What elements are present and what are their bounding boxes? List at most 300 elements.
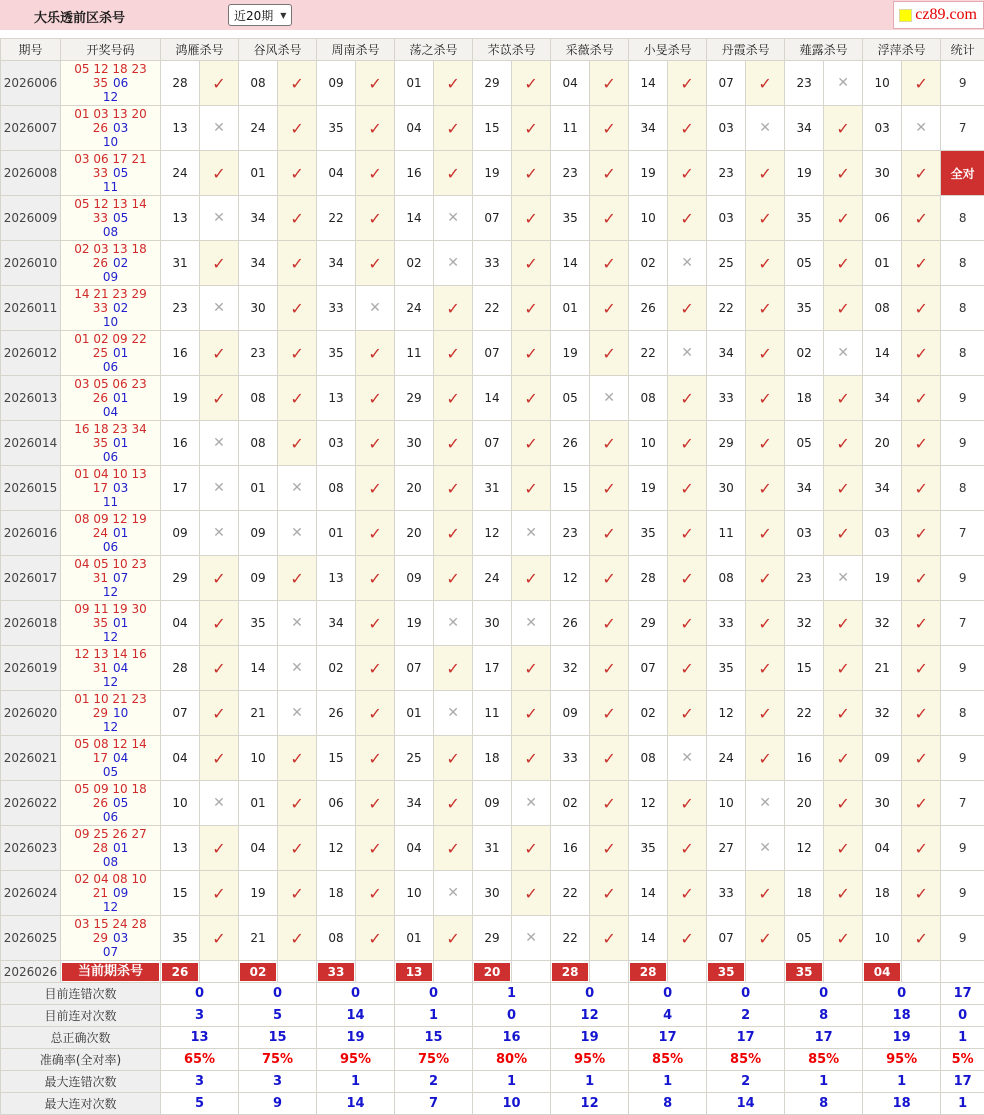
result-mark-cell [278,601,317,646]
check-icon: ✓ [836,479,849,498]
cross-icon: ✕ [447,705,459,721]
kill-number-cell: 22 [317,196,356,241]
result-mark-cell [356,781,395,826]
kill-number-cell: 29 [473,61,512,106]
kill-number-cell: 19 [473,151,512,196]
front-numbers: 01 02 09 22 25 [74,332,147,360]
front-numbers: 05 09 10 18 26 [74,782,147,810]
kill-number-cell: 30 [473,871,512,916]
kill-number-cell: 03 [317,421,356,466]
check-icon: ✓ [290,299,303,318]
cross-icon: ✕ [447,255,459,271]
table-row [1,241,984,286]
period-cell: 2026023 [1,826,61,871]
check-icon: ✓ [290,344,303,363]
current-kill-badge: 13 [396,963,432,981]
summary-label: 最大连错次数 [1,1071,161,1093]
kill-number-cell: 24 [161,151,200,196]
kill-number-cell: 19 [629,466,668,511]
result-mark-cell [902,511,941,556]
kill-number-cell: 35 [785,286,824,331]
check-icon: ✓ [914,254,927,273]
kill-number-cell: 34 [785,106,824,151]
stat-cell [941,151,984,196]
kill-number-cell: 25 [395,736,434,781]
draw-numbers-cell [61,241,161,286]
check-icon: ✓ [446,659,459,678]
kill-number-cell: 32 [863,601,902,646]
kill-number-cell: 07 [473,331,512,376]
current-kill-badge: 35 [708,963,744,981]
table-row [1,871,984,916]
check-icon: ✓ [836,209,849,228]
back-number: 03 [113,121,128,135]
cross-icon: ✕ [213,210,225,226]
result-mark-cell [434,691,473,736]
result-mark-cell [200,736,239,781]
draw-numbers-cell [61,331,161,376]
check-icon: ✓ [680,479,693,498]
result-mark-cell [902,691,941,736]
back-number: 01 [113,841,128,855]
result-mark-cell [200,556,239,601]
check-icon: ✓ [446,389,459,408]
kill-number-cell: 34 [863,466,902,511]
check-icon: ✓ [680,839,693,858]
draw-numbers-cell [61,736,161,781]
summary-value: 0 [239,983,317,1005]
check-icon: ✓ [914,434,927,453]
draw-numbers-cell [61,646,161,691]
back-number: 07 [63,945,158,959]
kill-number-cell: 18 [785,871,824,916]
result-mark-cell [512,286,551,331]
stat-cell: 8 [941,331,984,376]
check-icon: ✓ [368,614,381,633]
kill-number-cell: 14 [629,916,668,961]
kill-number-cell: 03 [707,106,746,151]
result-mark-cell [512,601,551,646]
cross-icon: ✕ [837,75,849,91]
stat-cell: 9 [941,916,984,961]
cross-icon: ✕ [837,345,849,361]
col-numbers: 开奖号码 [61,39,161,61]
logo-icon [899,9,912,22]
period-cell: 2026021 [1,736,61,781]
current-kill-cell [239,961,278,983]
kill-number-cell: 05 [785,916,824,961]
period-cell: 2026025 [1,916,61,961]
kill-number-cell: 30 [863,781,902,826]
result-mark-cell [590,331,629,376]
check-icon: ✓ [446,164,459,183]
table-row [1,61,984,106]
front-numbers: 03 06 17 21 33 [74,152,147,180]
cross-icon: ✕ [525,525,537,541]
empty-cell [200,961,239,983]
result-mark-cell [200,106,239,151]
summary-value: 18 [863,1005,941,1027]
kill-number-cell: 15 [551,466,590,511]
check-icon: ✓ [446,569,459,588]
cross-icon: ✕ [213,795,225,811]
table-row [1,376,984,421]
summary-label: 总正确次数 [1,1027,161,1049]
back-number: 10 [113,706,128,720]
back-number: 04 [63,405,158,419]
result-mark-cell [668,376,707,421]
kill-number-cell: 33 [473,241,512,286]
kill-number-cell: 12 [551,556,590,601]
back-number: 07 [113,571,128,585]
result-mark-cell [590,736,629,781]
summary-value: 7 [395,1093,473,1115]
back-number: 01 [113,346,128,360]
check-icon: ✓ [212,704,225,723]
check-icon: ✓ [680,119,693,138]
current-kill-badge: 35 [786,963,822,981]
back-number: 05 [113,796,128,810]
kill-number-cell: 02 [395,241,434,286]
front-numbers: 01 04 10 13 17 [74,467,147,495]
check-icon: ✓ [524,164,537,183]
summary-value: 1 [551,1071,629,1093]
summary-value: 17 [707,1027,785,1049]
check-icon: ✓ [368,929,381,948]
table-row [1,511,984,556]
draw-numbers-cell [61,601,161,646]
result-mark-cell [200,61,239,106]
result-mark-cell [902,196,941,241]
result-mark-cell [434,151,473,196]
result-mark-cell [590,286,629,331]
check-icon: ✓ [446,929,459,948]
summary-value: 19 [317,1027,395,1049]
result-mark-cell [590,61,629,106]
check-icon: ✓ [524,569,537,588]
result-mark-cell [590,241,629,286]
kill-number-cell: 07 [707,61,746,106]
front-numbers: 05 08 12 14 17 [74,737,147,765]
summary-value: 0 [473,1005,551,1027]
kill-number-cell: 10 [161,781,200,826]
kill-number-cell: 22 [785,691,824,736]
result-mark-cell [434,196,473,241]
check-icon: ✓ [914,884,927,903]
check-icon: ✓ [602,929,615,948]
check-icon: ✓ [524,839,537,858]
result-mark-cell [824,511,863,556]
result-mark-cell [824,421,863,466]
period-cell: 2026007 [1,106,61,151]
kill-number-cell: 10 [629,196,668,241]
empty-cell [746,961,785,983]
result-mark-cell [824,601,863,646]
period-cell: 2026013 [1,376,61,421]
summary-value: 3 [161,1071,239,1093]
back-number: 06 [63,450,158,464]
summary-value: 17 [785,1027,863,1049]
check-icon: ✓ [212,254,225,273]
result-mark-cell [902,826,941,871]
check-icon: ✓ [290,794,303,813]
table-row [1,106,984,151]
result-mark-cell [746,106,785,151]
check-icon: ✓ [446,794,459,813]
kill-number-cell: 02 [317,646,356,691]
draw-numbers-cell [61,691,161,736]
stat-cell: 9 [941,871,984,916]
kill-number-cell: 14 [473,376,512,421]
kill-number-cell: 32 [785,601,824,646]
result-mark-cell [278,916,317,961]
result-mark-cell [434,556,473,601]
current-kill-badge: 33 [318,963,354,981]
kill-number-cell: 22 [551,871,590,916]
result-mark-cell [902,781,941,826]
result-mark-cell [590,376,629,421]
result-mark-cell [356,601,395,646]
result-mark-cell [902,871,941,916]
check-icon: ✓ [602,254,615,273]
kill-number-cell: 12 [785,826,824,871]
kill-number-cell: 10 [707,781,746,826]
summary-value: 18 [863,1093,941,1115]
empty-cell [512,961,551,983]
kill-number-cell: 29 [161,556,200,601]
period-cell: 2026014 [1,421,61,466]
check-icon: ✓ [368,389,381,408]
back-number: 06 [113,76,128,90]
summary-value: 95% [863,1049,941,1071]
result-mark-cell [668,646,707,691]
result-mark-cell [746,691,785,736]
result-mark-cell [668,556,707,601]
result-mark-cell [590,916,629,961]
kill-number-cell: 08 [239,376,278,421]
kill-number-cell: 10 [239,736,278,781]
stat-cell: 9 [941,61,984,106]
current-kill-badge: 26 [162,963,198,981]
result-mark-cell [356,241,395,286]
kill-number-cell: 11 [551,106,590,151]
back-number: 06 [63,360,158,374]
check-icon: ✓ [836,389,849,408]
result-mark-cell [512,466,551,511]
summary-value: 8 [629,1093,707,1115]
result-mark-cell [824,871,863,916]
back-number: 06 [63,810,158,824]
check-icon: ✓ [914,704,927,723]
col-expert-9: 薤露杀号 [785,39,863,61]
result-mark-cell [278,241,317,286]
period-cell: 2026017 [1,556,61,601]
kill-number-cell: 14 [629,61,668,106]
draw-numbers-cell [61,61,161,106]
check-icon: ✓ [524,254,537,273]
kill-number-cell: 20 [863,421,902,466]
result-mark-cell [512,421,551,466]
check-icon: ✓ [290,569,303,588]
kill-number-cell: 34 [317,241,356,286]
result-mark-cell [278,286,317,331]
kill-number-cell: 12 [317,826,356,871]
check-icon: ✓ [446,479,459,498]
kill-number-cell: 34 [707,331,746,376]
check-icon: ✓ [524,344,537,363]
check-icon: ✓ [758,299,771,318]
summary-value: 2 [707,1071,785,1093]
empty-cell [590,961,629,983]
kill-number-cell: 29 [395,376,434,421]
kill-number-cell: 23 [707,151,746,196]
result-mark-cell [278,871,317,916]
result-mark-cell [746,151,785,196]
kill-number-cell: 04 [161,736,200,781]
result-mark-cell [356,331,395,376]
check-icon: ✓ [524,884,537,903]
kill-number-cell: 04 [395,106,434,151]
col-stat: 统计 [941,39,984,61]
kill-number-cell: 08 [239,421,278,466]
kill-number-cell: 19 [239,871,278,916]
front-numbers: 08 09 12 19 24 [74,512,147,540]
check-icon: ✓ [368,569,381,588]
check-icon: ✓ [368,524,381,543]
summary-value: 13 [161,1027,239,1049]
kill-number-cell: 12 [707,691,746,736]
empty-cell [278,961,317,983]
kill-number-cell: 08 [863,286,902,331]
result-mark-cell [590,826,629,871]
back-number: 03 [113,481,128,495]
site-logo[interactable] [893,1,984,29]
check-icon: ✓ [680,74,693,93]
kill-number-cell: 26 [317,691,356,736]
back-number: 09 [113,886,128,900]
check-icon: ✓ [524,209,537,228]
back-number: 12 [63,720,158,734]
kill-number-cell: 07 [395,646,434,691]
check-icon: ✓ [212,389,225,408]
summary-value: 5 [239,1005,317,1027]
check-icon: ✓ [836,614,849,633]
front-numbers: 16 18 23 34 35 [74,422,147,450]
check-icon: ✓ [914,524,927,543]
result-mark-cell [824,151,863,196]
stat-cell: 8 [941,691,984,736]
draw-numbers-cell [61,511,161,556]
summary-value: 0 [629,983,707,1005]
result-mark-cell [278,331,317,376]
result-mark-cell [356,106,395,151]
summary-value: 1 [863,1071,941,1093]
check-icon: ✓ [602,839,615,858]
check-icon: ✓ [602,749,615,768]
period-select-value: 近20期 [234,7,273,24]
kill-number-cell: 27 [707,826,746,871]
current-kill-cell [707,961,746,983]
back-number: 04 [113,661,128,675]
summary-stat-value: 1 [941,1093,984,1115]
kill-number-cell: 31 [161,241,200,286]
result-mark-cell [512,916,551,961]
summary-value: 14 [317,1005,395,1027]
check-icon: ✓ [836,119,849,138]
check-icon: ✓ [446,74,459,93]
draw-numbers-cell [61,556,161,601]
kill-number-cell: 09 [551,691,590,736]
front-numbers: 03 05 06 23 26 [74,377,147,405]
result-mark-cell [590,466,629,511]
kill-number-cell: 13 [161,106,200,151]
result-mark-cell [590,601,629,646]
stat-cell: 7 [941,781,984,826]
kill-number-cell: 09 [863,736,902,781]
table-row [1,196,984,241]
check-icon: ✓ [368,884,381,903]
result-mark-cell [512,61,551,106]
result-mark-cell [902,286,941,331]
result-mark-cell [824,466,863,511]
summary-value: 9 [239,1093,317,1115]
result-mark-cell [902,646,941,691]
check-icon: ✓ [836,839,849,858]
back-number: 08 [63,225,158,239]
kill-number-cell: 13 [161,196,200,241]
kill-number-cell: 03 [863,106,902,151]
result-mark-cell [356,826,395,871]
kill-number-cell: 02 [551,781,590,826]
result-mark-cell [824,106,863,151]
period-select[interactable] [228,4,292,26]
result-mark-cell [746,376,785,421]
result-mark-cell [278,511,317,556]
stat-cell [941,961,984,983]
check-icon: ✓ [758,74,771,93]
summary-stat-value: 0 [941,1005,984,1027]
result-mark-cell [434,871,473,916]
back-number: 11 [63,495,158,509]
summary-row [1,1027,984,1049]
result-mark-cell [512,781,551,826]
period-cell: 2026008 [1,151,61,196]
empty-cell [902,961,941,983]
result-mark-cell [434,331,473,376]
kill-number-cell: 24 [707,736,746,781]
result-mark-cell [668,286,707,331]
result-mark-cell [278,151,317,196]
result-mark-cell [512,556,551,601]
check-icon: ✓ [680,299,693,318]
kill-number-cell: 35 [551,196,590,241]
result-mark-cell [356,916,395,961]
period-cell: 2026006 [1,61,61,106]
summary-value: 1 [473,1071,551,1093]
draw-numbers-cell [61,421,161,466]
col-expert-2: 谷风杀号 [239,39,317,61]
period-cell: 2026012 [1,331,61,376]
kill-number-cell: 02 [629,691,668,736]
result-mark-cell [200,421,239,466]
kill-number-cell: 04 [317,151,356,196]
result-mark-cell [824,556,863,601]
check-icon: ✓ [290,929,303,948]
back-number: 03 [113,931,128,945]
front-numbers: 14 21 23 29 33 [74,287,147,315]
kill-number-cell: 31 [473,466,512,511]
cross-icon: ✕ [525,930,537,946]
